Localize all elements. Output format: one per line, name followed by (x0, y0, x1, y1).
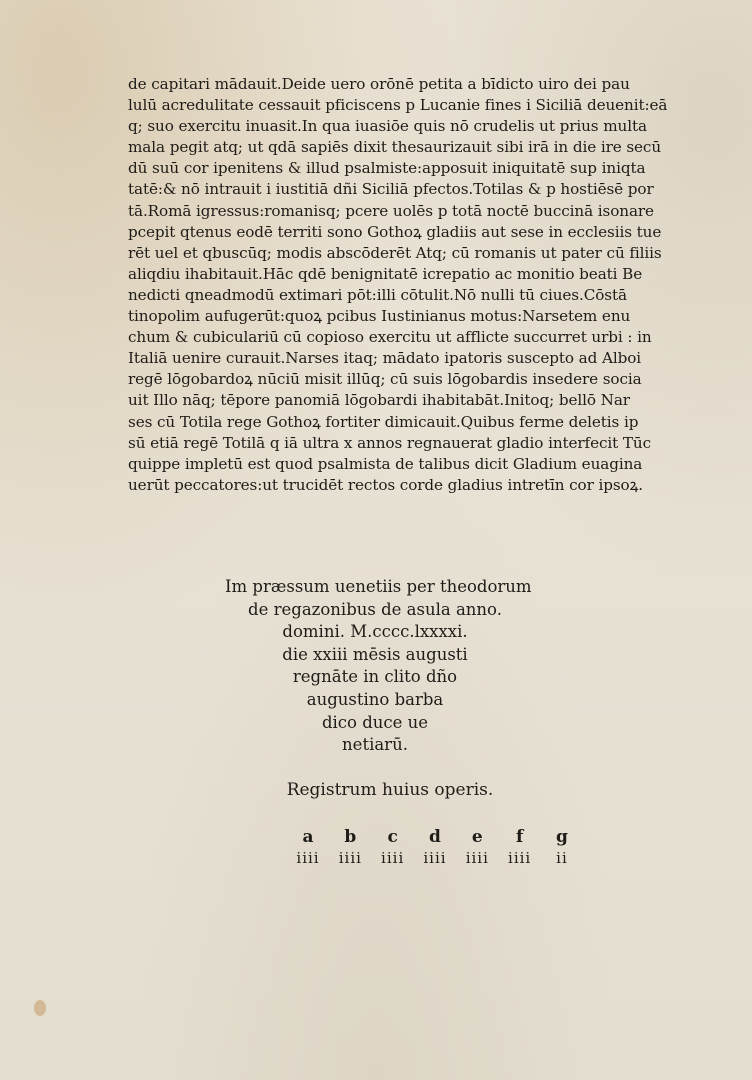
register-column (417, 826, 453, 868)
signature-count: iiii (508, 849, 532, 867)
colophon-line: dico duce ue (321, 712, 429, 732)
signature-count: iiii (423, 849, 447, 867)
signature-count: ii (556, 849, 568, 867)
colophon-line: netiarū. (342, 735, 408, 755)
text-line: tā.Romā igressus:romanisq; pcere uolēs p totā noctē buccinā isonare (128, 201, 654, 220)
register-column (459, 826, 495, 868)
colophon-line: de regazonibus de asula anno. (248, 599, 502, 619)
signature-letter: f (515, 827, 524, 847)
register-title: Registrum huius operis. (286, 780, 494, 800)
signature-letter: d (429, 827, 441, 847)
text-line: nedicti qneadmodū extimari pōt:illi cōtulit.Nō nulli tū ciues.Cōstā (128, 285, 627, 304)
text-line: de capitari mādauit.Deide uero orōnē petita a bīdicto uiro dei pau (128, 75, 630, 93)
text-line: sū etiā regē Totilā q iā ultra x annos regnauerat gladio interfecit Tūc (128, 433, 651, 452)
signature-letter: a (302, 827, 314, 847)
text-line: lulū acredulitate cessauit pficiscens p Lucanie fines i Siciliā deuenit:eā (128, 96, 668, 115)
signature-count: iiii (296, 849, 320, 867)
text-line: mala pegit atq; ut qdā sapiēs dixit thesaurizauit sibi irā in die ire secū (128, 138, 662, 157)
signature-letter: b (344, 827, 357, 847)
paper-stain (34, 1000, 46, 1016)
register-table (290, 826, 580, 868)
text-line: uit Illo nāq; tēpore panomiā lōgobardi ihabitabāt.Initoq; bellō Nar (128, 391, 630, 410)
signature-count: iiii (381, 849, 405, 867)
text-line: chum & cubiculariū cū copioso exercitu ut afflicte succurret urbi : in (128, 328, 652, 347)
colophon-line: regnāte in clito dño (292, 667, 458, 687)
signature-letter: g (556, 827, 568, 847)
register-column (290, 826, 326, 868)
colophon (225, 576, 532, 757)
text-line: dū suū cor ipenitens & illud psalmiste:apposuit iniquitatē sup iniqta (128, 159, 646, 178)
text-line: uerūt peccatores:ut trucidēt rectos corde gladius intretīn cor ipsoꝝ. (128, 475, 643, 494)
text-line: q; suo exercitu inuasit.In qua iuasiōe quis nō crudelis ut prius multa (128, 117, 647, 136)
text-line: tatē:& nō intrauit i iustitiā dñi Siciliā pfectos.Totilas & p hostiēsē por (128, 180, 654, 199)
text-line: Italiā uenire curauit.Narses itaq; mādato ipatoris suscepto ad Alboi (128, 349, 642, 368)
colophon-line: Im præssum uenetiis per theodorum (225, 577, 532, 596)
text-line: rēt uel et qbuscūq; modis abscōderēt Atq; cū romanis ut pater cū filiis (128, 243, 662, 262)
colophon-line: domini. M.cccc.lxxxxi. (282, 622, 468, 642)
main-text-block (128, 74, 712, 496)
colophon-line: augustino barba (306, 689, 444, 709)
signature-letter: e (471, 827, 483, 847)
text-line: regē lōgobardoꝝ nūciū misit illūq; cū suis lōgobardis insedere socia (128, 370, 642, 389)
text-line: pcepit qtenus eodē territi sono Gothoꝝ gladiis aut sese in ecclesiis tue (128, 222, 662, 241)
text-line: tinopolim aufugerūt:quoꝝ pcibus Iustinianus motus:Narsetem enu (128, 307, 631, 326)
colophon-line: die xxiii mēsis augusti (282, 644, 468, 664)
text-line: ses cū Totila rege Gothoꝝ fortiter dimicauit.Quibus ferme deletis ip (128, 412, 639, 431)
signature-count: iiii (338, 849, 362, 867)
register-column (544, 826, 580, 868)
register-column (375, 826, 411, 868)
signature-letter: c (387, 827, 398, 847)
register-column (502, 826, 538, 868)
signature-count: iiii (465, 849, 489, 867)
register-column (332, 826, 368, 868)
text-line: aliqdiu ihabitauit.Hāc qdē benignitatē icrepatio ac monitio beati Be (128, 264, 643, 283)
text-line: quippe impletū est quod psalmista de talibus dicit Gladium euagina (128, 454, 643, 473)
